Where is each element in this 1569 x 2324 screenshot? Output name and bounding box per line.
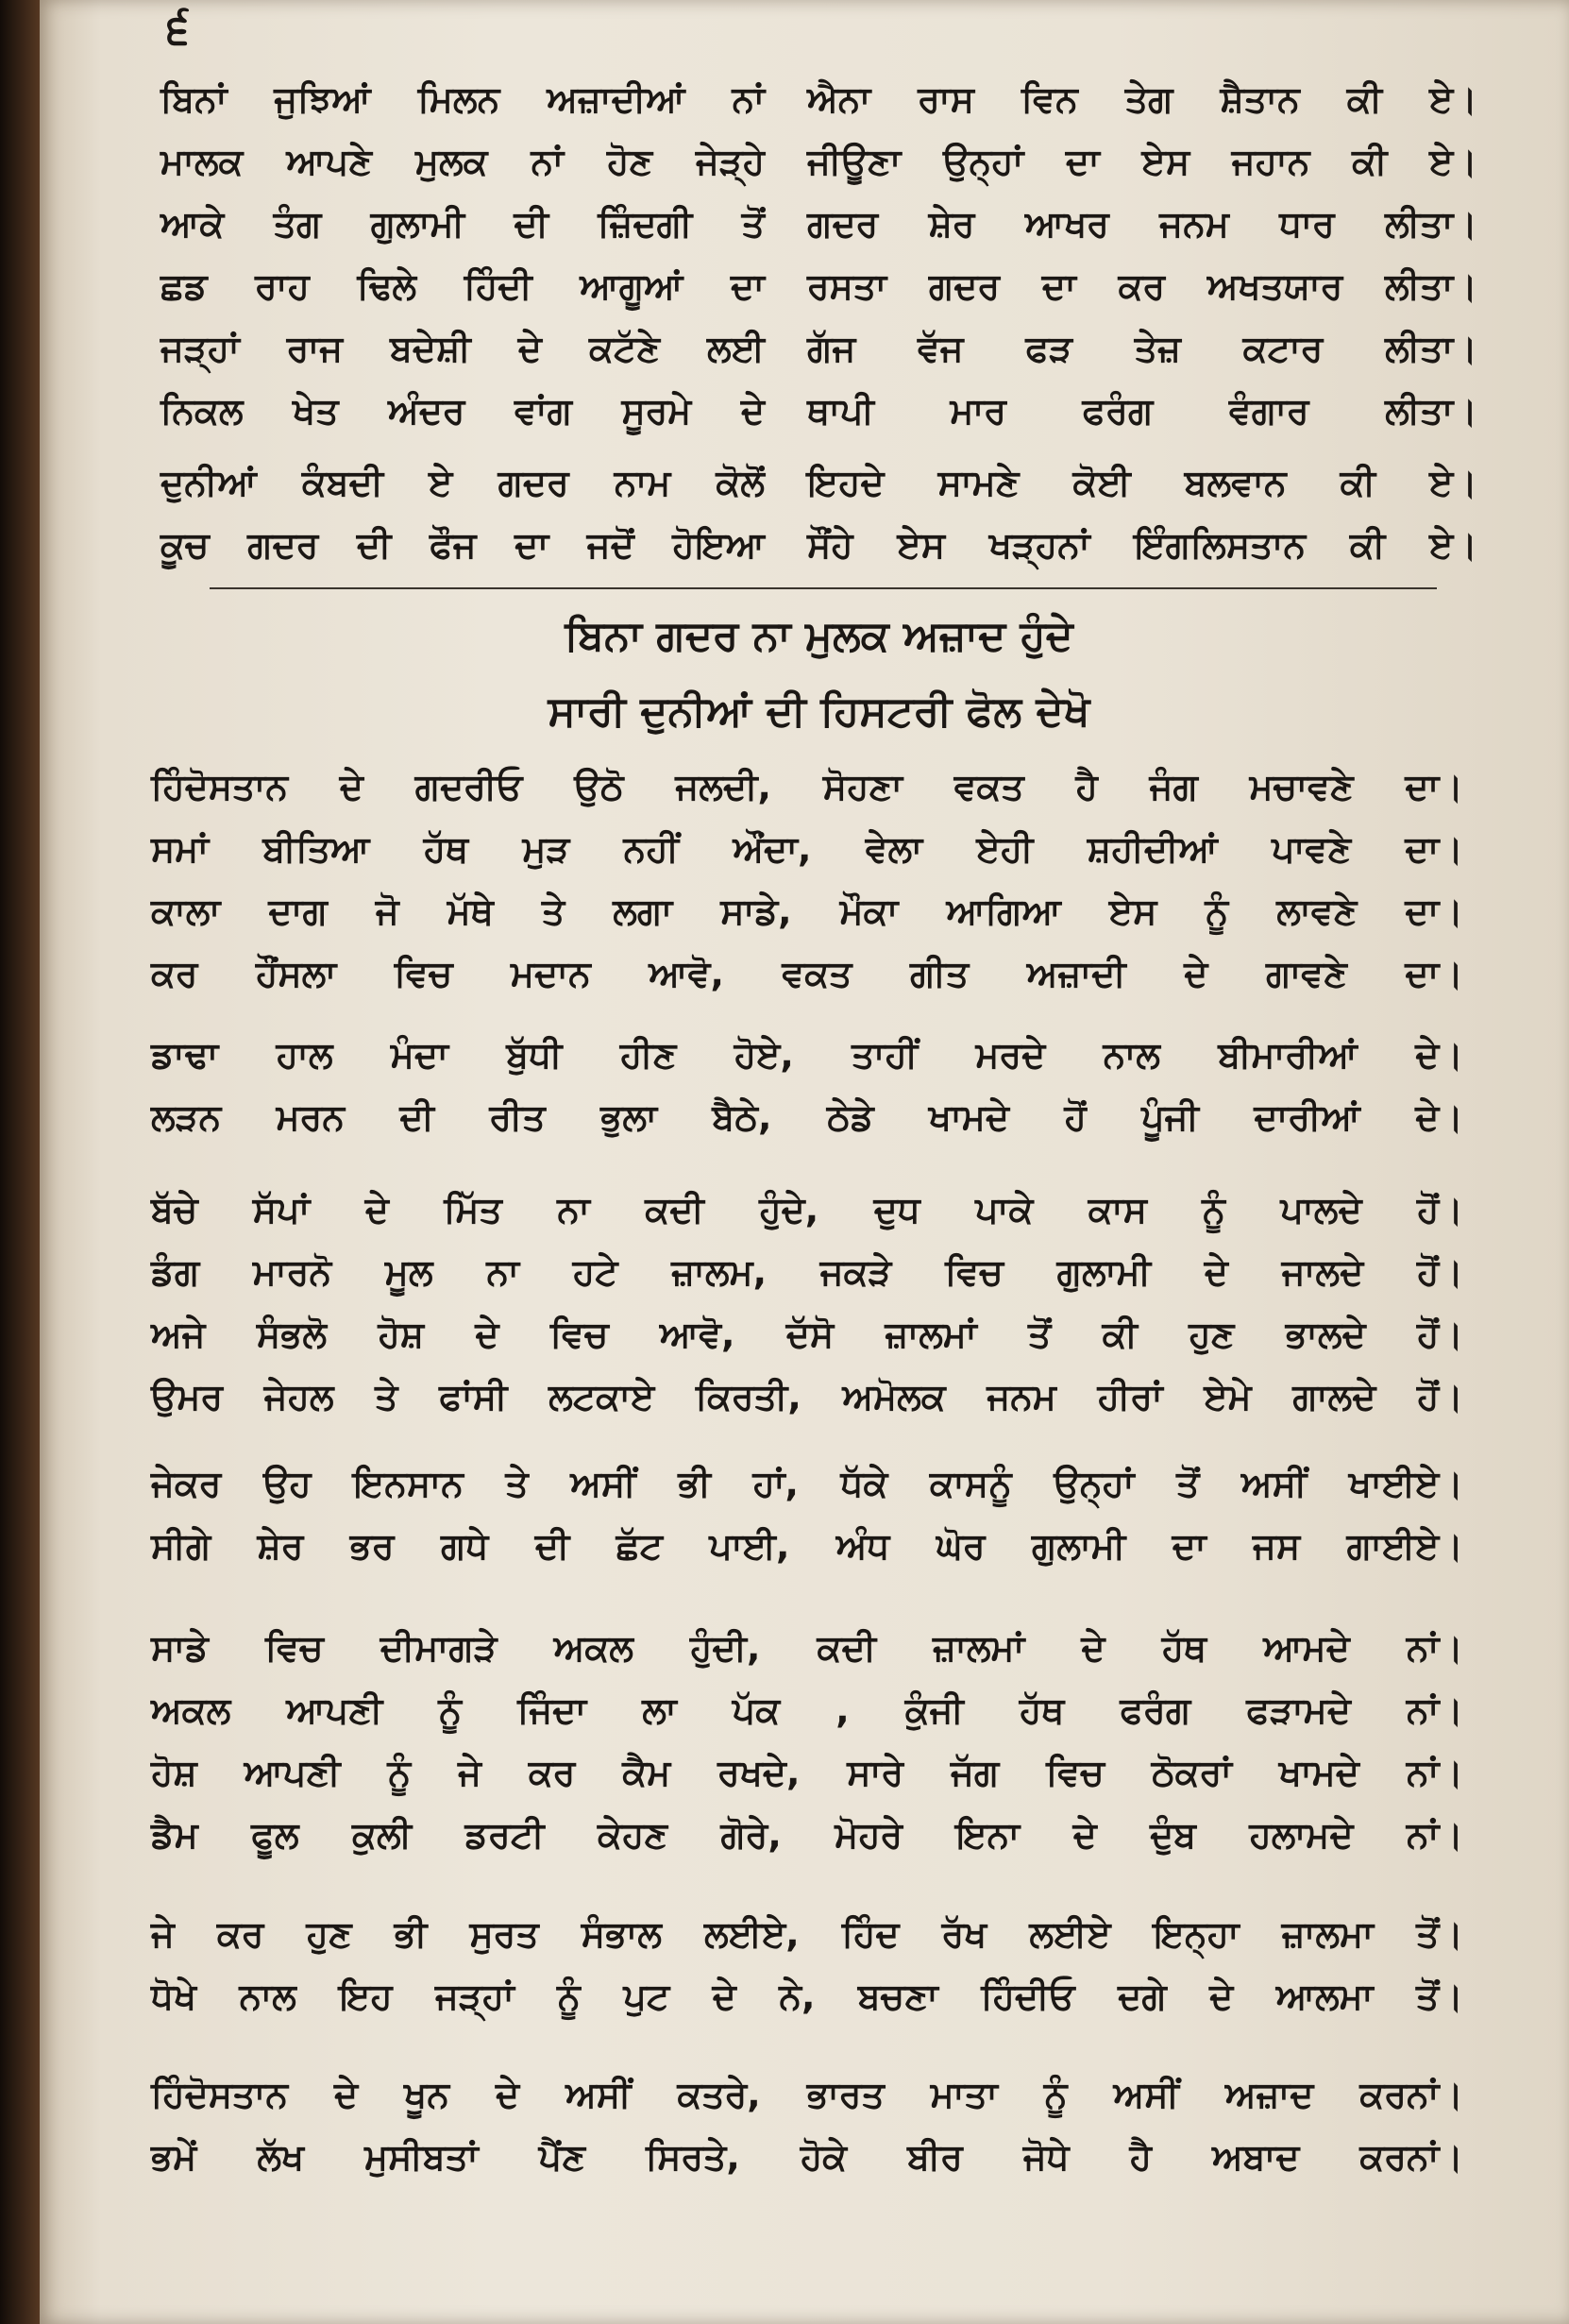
couplet-left: ਕੂਚ ਗਦਰ ਦੀ ਫੌਜ ਦਾ ਜਦੋਂ ਹੋਇਆ (160, 523, 765, 566)
verse-line: ਸਾਡੇ ਵਿਚ ਦੀਮਾਗੜੇ ਅਕਲ ਹੁੰਦੀ, ਕਦੀ ਜ਼ਾਲਮਾਂ ਦੇ ਹੱਥ ਆਮਦੇ ਨਾਂ। (151, 1627, 1463, 1669)
couplet-row (160, 451, 1477, 514)
couplet-right: ਇਹਦੇ ਸਾਮਣੇ ਕੋਈ ਬਲਵਾਨ ਕੀ ਏ। (807, 461, 1477, 503)
book-binding-edge (0, 0, 43, 2324)
verse-line: ਕਾਲਾ ਦਾਗ ਜੋ ਮੱਥੇ ਤੇ ਲਗਾ ਸਾਡੇ, ਮੌਕਾ ਆਗਿਆ ਏਸ ਨੂੰ ਲਾਵਣੇ ਦਾ। (151, 891, 1463, 932)
verse-line: ਧੋਖੇ ਨਾਲ ਇਹ ਜੜ੍ਹਾਂ ਨੂੰ ਪੁਟ ਦੇ ਨੇ, ਬਚਣਾ ਹਿੰਦੀਓ ਦਗੇ ਦੇ ਆਲਮਾ ਤੋਂ। (151, 1976, 1463, 2017)
couplet-left: ਮਾਲਕ ਆਪਣੇ ਮੁਲਕ ਨਾਂ ਹੋਣ ਜੇੜ੍ਹੇ (160, 140, 765, 182)
verse-line: ਡਾਢਾ ਹਾਲ ਮੰਦਾ ਬੁੱਧੀ ਹੀਣ ਹੋਏ, ਤਾਹੀਂ ਮਰਦੇ ਨਾਲ ਬੀਮਾਰੀਆਂ ਦੇ। (151, 1034, 1463, 1076)
verse-line: ਅਜੇ ਸੰਭਲੋ ਹੋਸ਼ ਦੇ ਵਿਚ ਆਵੋ, ਦੱਸੋ ਜ਼ਾਲਮਾਂ ਤੋਂ ਕੀ ਹੁਣ ਭਾਲਦੇ ਹੋਂ। (151, 1314, 1463, 1355)
stanza-4 (151, 1452, 1463, 1577)
couplet-left: ਜੜ੍ਹਾਂ ਰਾਜ ਬਦੇਸ਼ੀ ਦੇ ਕਟੱਣੇ ਲਈ (160, 327, 765, 369)
verse-line: ਡੈਮ ਫੂਲ ਕੁਲੀ ਡਰਟੀ ਕੇਹਣ ਗੋਰੇ, ਮੋਹਰੇ ਇਨਾ ਦੇ ਦੁੰਬ ਹਲਾਮਦੇ ਨਾਂ। (151, 1814, 1463, 1856)
couplet-right: ਗਦਰ ਸ਼ੇਰ ਆਖਰ ਜਨਮ ਧਾਰ ਲੀਤਾ। (807, 202, 1477, 245)
couplet-right: ਰਸਤਾ ਗਦਰ ਦਾ ਕਰ ਅਖਤਯਾਰ ਲੀਤਾ। (807, 264, 1477, 307)
page-number: ੬ (167, 2, 190, 53)
verse-line: ਸਮਾਂ ਬੀਤਿਆ ਹੱਥ ਮੁੜ ਨਹੀਂ ਔਂਦਾ, ਵੇਲਾ ਏਹੀ ਸ਼ਹੀਦੀਆਂ ਪਾਵਣੇ ਦਾ। (151, 828, 1463, 870)
couplet-row (160, 514, 1477, 576)
couplet-right: ਐਨਾ ਰਾਸ ਵਿਨ ਤੇਗ ਸ਼ੈਤਾਨ ਕੀ ਏ। (807, 77, 1477, 120)
verse-line: ਬੱਚੇ ਸੱਪਾਂ ਦੇ ਮਿੱਤ ਨਾ ਕਦੀ ਹੁੰਦੇ, ਦੁਧ ਪਾਕੇ ਕਾਸ ਨੂੰ ਪਾਲਦੇ ਹੋਂ। (151, 1189, 1463, 1230)
verse-line: ਹਿੰਦੋਸਤਾਨ ਦੇ ਗਦਰੀਓ ਉਠੋ ਜਲਦੀ, ਸੋਹਣਾ ਵਕਤ ਹੈ ਜੰਗ ਮਚਾਵਣੇ ਦਾ। (151, 766, 1463, 807)
couplet-right: ਸੌਂਹੇ ਏਸ ਖੜ੍ਹਨਾਂ ਇੰਗਲਿਸਤਾਨ ਕੀ ਏ। (807, 523, 1477, 566)
stanza-5 (151, 1617, 1463, 1866)
section-heading-line-1: ਬਿਨਾ ਗਦਰ ਨਾ ਮੁਲਕ ਅਜ਼ਾਦ ਹੁੰਦੇ (565, 612, 1073, 660)
stanza-7 (151, 2063, 1463, 2188)
couplet-left: ਛਡ ਰਾਹ ਢਿਲੇ ਹਿੰਦੀ ਆਗੂਆਂ ਦਾ (160, 264, 765, 307)
couplet-block-1 (160, 68, 1477, 442)
verse-line: ਭਮੇਂ ਲੱਖ ਮੁਸੀਬਤਾਂ ਪੈਂਣ ਸਿਰਤੇ, ਹੋਕੇ ਬੀਰ ਜੋਧੇ ਹੈ ਅਬਾਦ ਕਰਨਾਂ। (151, 2136, 1463, 2178)
verse-line: ਡੰਗ ਮਾਰਨੋ ਮੂਲ ਨਾ ਹਟੇ ਜ਼ਾਲਮ, ਜਕੜੇ ਵਿਚ ਗੁਲਾਮੀ ਦੇ ਜਾਲਦੇ ਹੋਂ। (151, 1251, 1463, 1293)
stanza-3 (151, 1179, 1463, 1428)
couplet-row (160, 317, 1477, 380)
couplet-right: ਗੱਜ ਵੱਜ ਫੜ ਤੇਜ਼ ਕਟਾਰ ਲੀਤਾ। (807, 327, 1477, 369)
stanza-6 (151, 1903, 1463, 2027)
couplet-right: ਥਾਪੀ ਮਾਰ ਫਰੰਗ ਵੰਗਾਰ ਲੀਤਾ। (807, 389, 1477, 432)
couplet-row (160, 380, 1477, 442)
couplet-left: ਦੁਨੀਆਂ ਕੰਬਦੀ ਏ ਗਦਰ ਨਾਮ ਕੋਲੋਂ (160, 461, 765, 503)
stanza-2 (151, 1024, 1463, 1148)
couplet-row (160, 193, 1477, 255)
couplet-row (160, 255, 1477, 317)
verse-line: ਕਰ ਹੌਂਸਲਾ ਵਿਚ ਮਦਾਨ ਆਵੋ, ਵਕਤ ਗੀਤ ਅਜ਼ਾਦੀ ਦੇ ਗਾਵਣੇ ਦਾ। (151, 953, 1463, 994)
book-page (40, 0, 1569, 2324)
couplet-right: ਜੀਊਣਾ ਉਨ੍ਹਾਂ ਦਾ ਏਸ ਜਹਾਨ ਕੀ ਏ। (807, 140, 1477, 182)
verse-line: ਲੜਨ ਮਰਨ ਦੀ ਰੀਤ ਭੁਲਾ ਬੈਠੇ, ਠੇਡੇ ਖਾਮਦੇ ਹੋਂ ਪੂੰਜੀ ਦਾਰੀਆਂ ਦੇ। (151, 1096, 1463, 1138)
couplet-left: ਬਿਨਾਂ ਜੁਝਿਆਂ ਮਿਲਨ ਅਜ਼ਾਦੀਆਂ ਨਾਂ (160, 77, 765, 120)
verse-line: ਜੇ ਕਰ ਹੁਣ ਭੀ ਸੁਰਤ ਸੰਭਾਲ ਲਈਏ, ਹਿੰਦ ਰੱਖ ਲਈਏ ਇਨ੍ਹਾ ਜ਼ਾਲਮਾ ਤੋਂ। (151, 1913, 1463, 1955)
verse-line: ਹੋਸ਼ ਆਪਣੀ ਨੂੰ ਜੇ ਕਰ ਕੈਮ ਰਖਦੇ, ਸਾਰੇ ਜੱਗ ਵਿਚ ਠੋਕਰਾਂ ਖਾਮਦੇ ਨਾਂ। (151, 1752, 1463, 1793)
verse-line: ਅਕਲ ਆਪਣੀ ਨੂੰ ਜਿੰਦਾ ਲਾ ਪੱਕ , ਕੁੰਜੀ ਹੱਥ ਫਰੰਗ ਫੜਾਮਦੇ ਨਾਂ। (151, 1689, 1463, 1731)
verse-line: ਉਮਰ ਜੇਹਲ ਤੇ ਫਾਂਸੀ ਲਟਕਾਏ ਕਿਰਤੀ, ਅਮੋਲਕ ਜਨਮ ਹੀਰਾਂ ਏਮੇ ਗਾਲਦੇ ਹੋਂ। (151, 1376, 1463, 1417)
section-heading-line-2: ਸਾਰੀ ਦੁਨੀਆਂ ਦੀ ਹਿਸਟਰੀ ਫੋਲ ਦੇਖੋ (548, 687, 1090, 736)
section-divider (210, 587, 1437, 589)
verse-line: ਸੀਗੇ ਸ਼ੇਰ ਭਰ ਗਧੇ ਦੀ ਛੱਟ ਪਾਈ, ਅੰਧ ਘੋਰ ਗੁਲਾਮੀ ਦਾ ਜਸ ਗਾਈਏ। (151, 1525, 1463, 1567)
verse-line: ਜੇਕਰ ਉਹ ਇਨਸਾਨ ਤੇ ਅਸੀਂ ਭੀ ਹਾਂ, ਧੱਕੇ ਕਾਸਨੂੰ ਉਨ੍ਹਾਂ ਤੋਂ ਅਸੀਂ ਖਾਈਏ। (151, 1463, 1463, 1504)
couplet-left: ਨਿਕਲ ਖੇਤ ਅੰਦਰ ਵਾਂਗ ਸੂਰਮੇ ਦੇ (160, 389, 765, 432)
stanza-1 (151, 755, 1463, 1005)
couplet-row (160, 68, 1477, 130)
couplet-row (160, 130, 1477, 193)
couplet-left: ਆਕੇ ਤੰਗ ਗੁਲਾਮੀ ਦੀ ਜ਼ਿੰਦਗੀ ਤੋਂ (160, 202, 765, 245)
couplet-block-2 (160, 451, 1477, 576)
verse-line: ਹਿੰਦੋਸਤਾਨ ਦੇ ਖੂਨ ਦੇ ਅਸੀਂ ਕਤਰੇ, ਭਾਰਤ ਮਾਤਾ ਨੂੰ ਅਸੀਂ ਅਜ਼ਾਦ ਕਰਨਾਂ। (151, 2074, 1463, 2115)
